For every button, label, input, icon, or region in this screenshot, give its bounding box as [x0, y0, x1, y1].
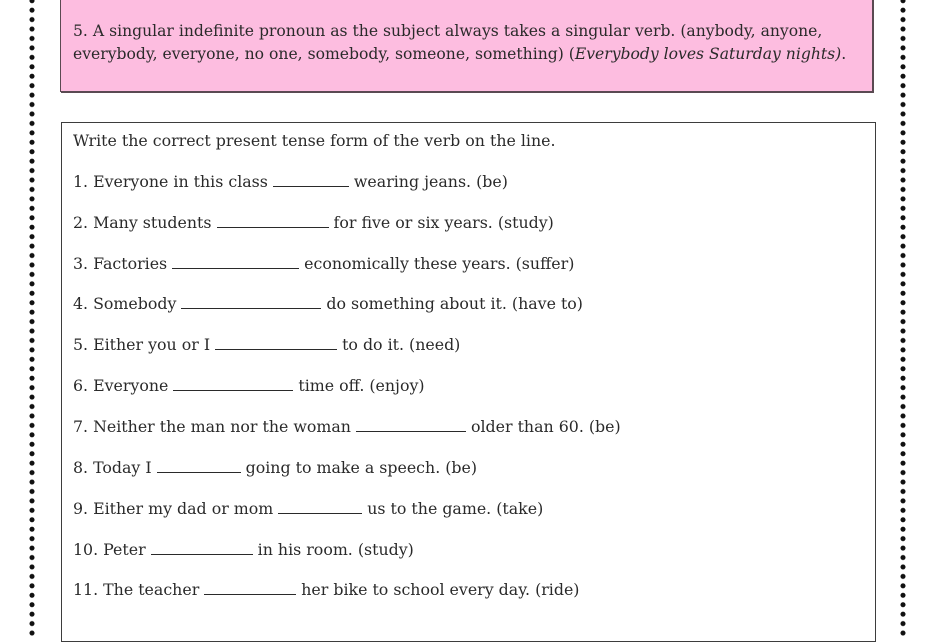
item-text-after: time off. (enjoy)	[298, 376, 425, 395]
item-number: 1.	[73, 172, 89, 191]
item-text-before: Either my dad or mom	[93, 499, 274, 518]
item-text-before: Everyone in this class	[93, 172, 268, 191]
item-text-before: Many students	[93, 213, 212, 232]
rule-5-text	[73, 20, 853, 66]
answer-blank[interactable]	[204, 580, 296, 595]
item-text-after: going to make a speech. (be)	[245, 458, 478, 477]
answer-blank[interactable]	[273, 172, 349, 187]
item-text-before: Somebody	[93, 294, 177, 313]
item-text-before: Peter	[103, 540, 146, 559]
dotted-page-border-left	[29, 0, 35, 636]
answer-blank[interactable]	[173, 376, 293, 391]
exercise-item	[73, 580, 579, 599]
rule-example-end: .	[841, 45, 847, 63]
item-number: 9.	[73, 499, 89, 518]
exercise-instruction: Write the correct present tense form of the verb on the line.	[73, 131, 556, 150]
answer-blank[interactable]	[172, 254, 299, 269]
item-text-before: Factories	[93, 254, 168, 273]
item-text-before: Neither the man nor the woman	[93, 417, 351, 436]
item-text-before: Today I	[93, 458, 152, 477]
item-text-after: us to the game. (take)	[367, 499, 544, 518]
dotted-page-border-right	[900, 0, 906, 636]
exercise-item	[73, 294, 583, 313]
item-text-after: wearing jeans. (be)	[353, 172, 508, 191]
item-text-after: to do it. (need)	[342, 335, 461, 354]
exercise-item	[73, 376, 425, 395]
exercise-item	[73, 417, 621, 436]
item-text-after: her bike to school every day. (ride)	[301, 580, 580, 599]
item-text-after: for five or six years. (study)	[333, 213, 554, 232]
answer-blank[interactable]	[151, 540, 253, 555]
item-number: 3.	[73, 254, 89, 273]
answer-blank[interactable]	[215, 335, 337, 350]
exercise-item	[73, 335, 460, 354]
item-text-after: in his room. (study)	[257, 540, 414, 559]
exercise-item	[73, 172, 508, 191]
exercise-item	[73, 499, 543, 518]
rule-body: A singular indefinite pronoun as the subject always takes a singular verb. (anybody, anyone, everybody, everyone, no one, somebody, someone, something) (	[73, 22, 823, 63]
exercise-box	[61, 122, 876, 642]
item-text-before: Everyone	[93, 376, 169, 395]
item-number: 10.	[73, 540, 99, 559]
item-number: 4.	[73, 294, 89, 313]
answer-blank[interactable]	[157, 458, 241, 473]
item-text-before: Either you or I	[93, 335, 211, 354]
exercise-item	[73, 540, 414, 559]
exercise-item	[73, 254, 574, 273]
rule-number: 5.	[73, 22, 88, 40]
rule-example: Everybody loves Saturday nights)	[574, 45, 842, 63]
item-text-after: do something about it. (have to)	[326, 294, 583, 313]
item-number: 8.	[73, 458, 89, 477]
answer-blank[interactable]	[181, 294, 321, 309]
grammar-rule-box	[60, 0, 873, 92]
answer-blank[interactable]	[278, 499, 362, 514]
item-number: 5.	[73, 335, 89, 354]
item-text-after: economically these years. (suffer)	[304, 254, 575, 273]
exercise-item	[73, 458, 477, 477]
item-number: 2.	[73, 213, 89, 232]
item-text-before: The teacher	[103, 580, 200, 599]
item-text-after: older than 60. (be)	[470, 417, 621, 436]
answer-blank[interactable]	[356, 417, 466, 432]
item-number: 11.	[73, 580, 99, 599]
answer-blank[interactable]	[217, 213, 329, 228]
exercise-item	[73, 213, 554, 232]
item-number: 7.	[73, 417, 89, 436]
item-number: 6.	[73, 376, 89, 395]
